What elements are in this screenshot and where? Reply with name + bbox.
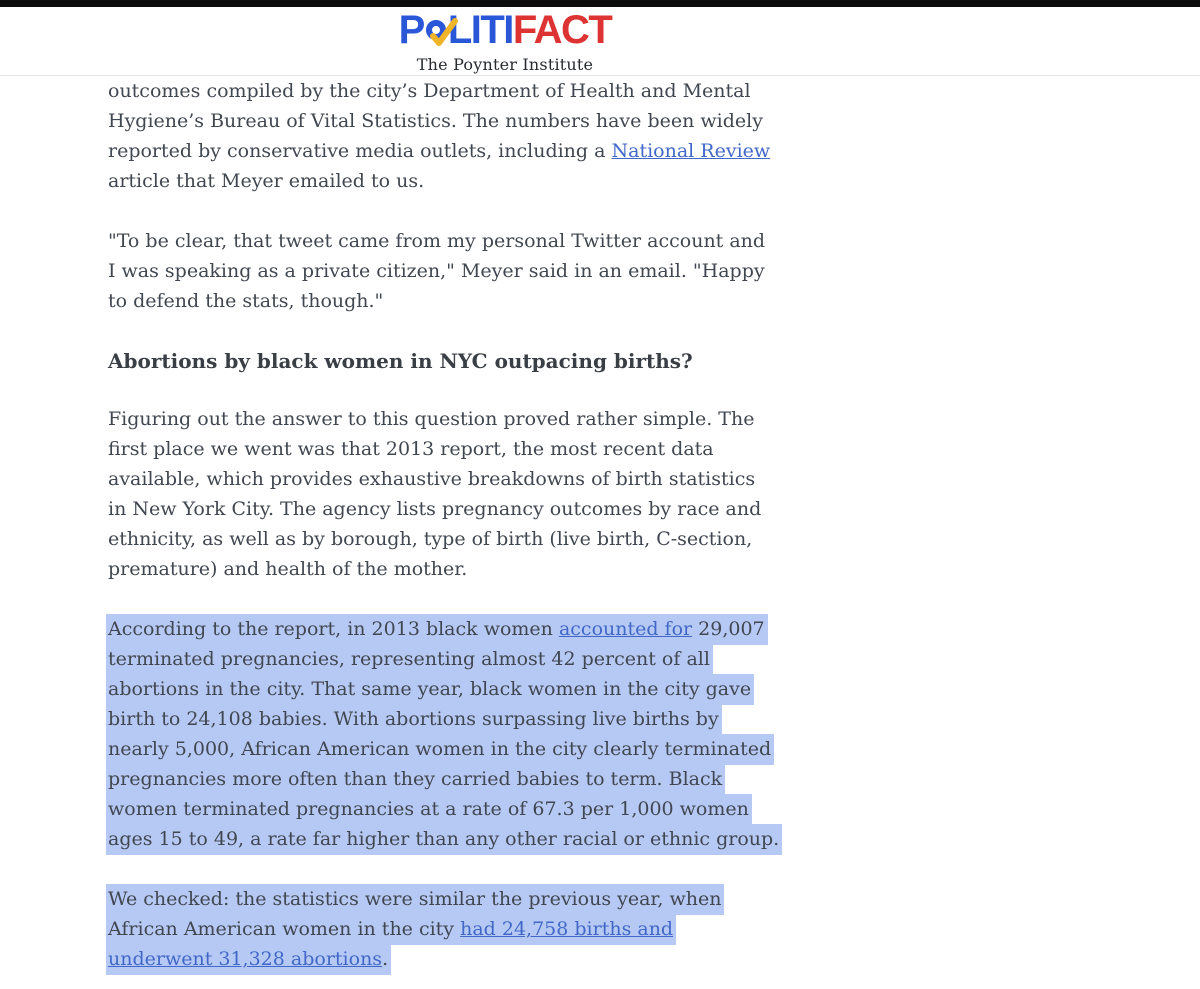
site-header [0,7,1200,76]
text-line [108,764,1160,794]
text-segment: . [382,948,389,970]
selection-highlight [106,734,774,765]
text-line [108,674,1160,704]
text-segment: We checked: the statistics were similar the previous year, when [108,888,722,910]
text-segment: to defend the stats, though." [108,290,384,312]
text-line [108,614,1160,644]
text-segment: women terminated pregnancies at a rate of 67.3 per 1,000 women [108,798,749,820]
article-paragraph [108,76,1160,196]
text-line [108,824,1160,854]
selection-highlight [106,824,782,855]
inline-link[interactable]: accounted for [558,618,693,640]
logo-letters-liti: LITI [447,8,513,52]
text-line [108,226,1160,256]
article-paragraph-selected [108,884,1160,974]
text-line [108,464,1160,494]
text-segment: "To be clear, that tweet came from my personal Twitter account and [108,230,766,252]
text-segment: ethnicity, as well as by borough, type of birth (live birth, C-section, [108,528,753,550]
text-line [108,704,1160,734]
text-line [108,734,1160,764]
text-segment: reported by conservative media outlets, including a [108,140,612,162]
text-line [108,106,1160,136]
text-line [108,256,1160,286]
text-line [108,794,1160,824]
text-line [108,884,1160,914]
article-paragraph-selected [108,614,1160,854]
text-segment: first place we went was that 2013 report, the most recent data [108,438,714,460]
poynter-tagline: The Poynter Institute [416,55,594,74]
text-segment: premature) and health of the mother. [108,558,468,580]
checkmark-circle-icon [426,20,446,40]
text-line [108,76,1160,106]
text-segment: 29,007 [692,618,765,640]
text-segment: article that Meyer emailed to us. [108,170,425,192]
politifact-logo[interactable] [399,10,612,50]
text-line [108,914,1160,944]
text-line [108,404,1160,434]
text-line [108,286,1160,316]
selection-highlight [106,644,713,675]
selection-highlight [106,914,676,945]
article-body [0,76,1200,974]
text-line [108,494,1160,524]
text-segment: outcomes compiled by the city’s Department of Health and Mental [108,80,751,102]
selection-highlight [106,794,752,825]
text-segment: available, which provides exhaustive breakdowns of birth statistics [108,468,756,490]
selection-highlight [106,884,724,915]
section-heading: Abortions by black women in NYC outpacing births? [108,349,693,373]
selection-highlight [106,944,391,975]
inline-link[interactable]: had 24,758 births and [460,918,674,940]
text-line [108,644,1160,674]
text-segment: terminated pregnancies, representing almost 42 percent of all [108,648,710,670]
selection-highlight [106,704,722,735]
selection-highlight [106,674,754,705]
text-segment: African American women in the city [108,918,461,940]
text-line [108,944,1160,974]
text-line [108,554,1160,584]
logo-letter-p: P [398,8,424,52]
text-segment: ages 15 to 49, a rate far higher than any other racial or ethnic group. [108,828,780,850]
logo-letters-fact: FACT [512,8,612,52]
selection-highlight [106,764,725,795]
article-paragraph [108,226,1160,316]
text-line [108,166,1160,196]
text-segment: birth to 24,108 babies. With abortions surpassing live births by [108,708,719,730]
text-segment: Hygiene’s Bureau of Vital Statistics. The numbers have been widely [108,110,763,132]
text-line [108,524,1160,554]
text-segment: nearly 5,000, African American women in the city clearly terminated [108,738,772,760]
text-line [108,434,1160,464]
selection-highlight [106,614,768,645]
text-segment: abortions in the city. That same year, black women in the city gave [108,678,752,700]
text-segment: According to the report, in 2013 black women [108,618,559,640]
text-segment: Figuring out the answer to this question proved rather simple. The [108,408,755,430]
header-inner [399,8,612,74]
text-segment: in New York City. The agency lists pregnancy outcomes by race and [108,498,762,520]
article-paragraph [108,404,1160,584]
top-black-bar [0,0,1200,7]
text-segment: pregnancies more often than they carried babies to term. Black [108,768,723,790]
text-segment: I was speaking as a private citizen," Meyer said in an email. "Happy [108,260,765,282]
inline-link[interactable]: National Review [611,140,771,162]
inline-link[interactable]: underwent 31,328 abortions [108,948,383,970]
text-line [108,136,1160,166]
